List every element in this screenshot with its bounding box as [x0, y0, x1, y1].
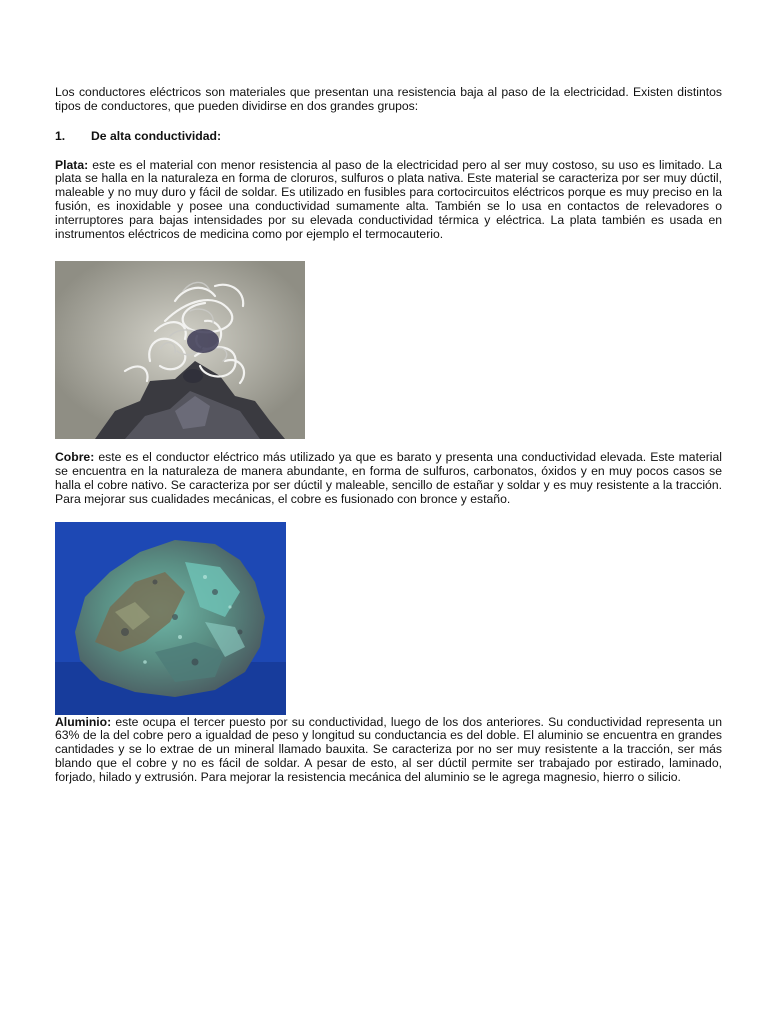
intro-paragraph: Los conductores eléctricos son materiales que presentan una resistencia baja al paso de la electricidad. Existen distintos tipos de conductores, que pueden dividirse en dos grandes grupos:	[55, 85, 722, 113]
aluminio-text: este ocupa el tercer puesto por su conductividad, luego de los dos anteriores. Su conductividad representa un 63% de la del cobre pero a igualdad de peso y longitud su conductancia es del doble. El aluminio se encuentra en grandes cantidades y se lo extrae de un mineral llamado bauxita. Se caracteriza por no ser muy resistente a la tracción, ser más blando que el cobre y no es fácil de soldar. A pesar de esto, al ser dúctil permite ser trabajado por estirado, laminado, forjado, hilado y extrusión. Para mejorar la resistencia mecánica del aluminio se le agrega magnesio, hierro o silicio.	[55, 714, 722, 784]
cobre-term: Cobre:	[55, 450, 95, 465]
document-page	[55, 86, 722, 785]
cobre-text: este es el conductor eléctrico más utilizado ya que es barato y presenta una conductividad elevada. Este material se encuentra en la naturaleza de manera abundante, en forma de sulfuros, carbonatos, óxidos y en muy pocos casos se halla el cobre nativo. Se caracteriza por ser dúctil y maleable, sencillo de estañar y soldar y es muy resistente a la tracción. Para mejorar sus cualidades mecánicas, el cobre es fusionado con bronce y estaño.	[55, 450, 722, 506]
plata-term: Plata:	[55, 157, 89, 172]
silver-mineral-photo	[55, 261, 305, 439]
section-number: 1.	[55, 128, 66, 143]
cobre-paragraph	[55, 451, 722, 506]
plata-paragraph	[55, 159, 722, 242]
aluminio-term: Aluminio:	[55, 714, 112, 729]
aluminio-paragraph	[55, 716, 722, 785]
copper-mineral-photo	[55, 522, 286, 715]
plata-text: este es el material con menor resistencia al paso de la electricidad pero al ser muy costoso, su uso es limitado. La plata se halla en la naturaleza en forma de cloruros, sulfuros o plata nativa. Este material se caracteriza por ser muy dúctil, maleable y no muy duro y fácil de soldar. Es utilizado en fusibles para cortocircuitos eléctricos porque es muy preciso en la fusión, es inoxidable y posee una conductividad sumamente alta. También se lo usa en contactos de relevadores o interruptores para bajas intensidades por su elevada conductividad térmica y eléctrica. La plata también es usada en instrumentos eléctricos de medicina como por ejemplo el termocauterio.	[55, 157, 722, 241]
section-heading	[55, 129, 722, 143]
section-title: De alta conductividad:	[91, 128, 222, 143]
